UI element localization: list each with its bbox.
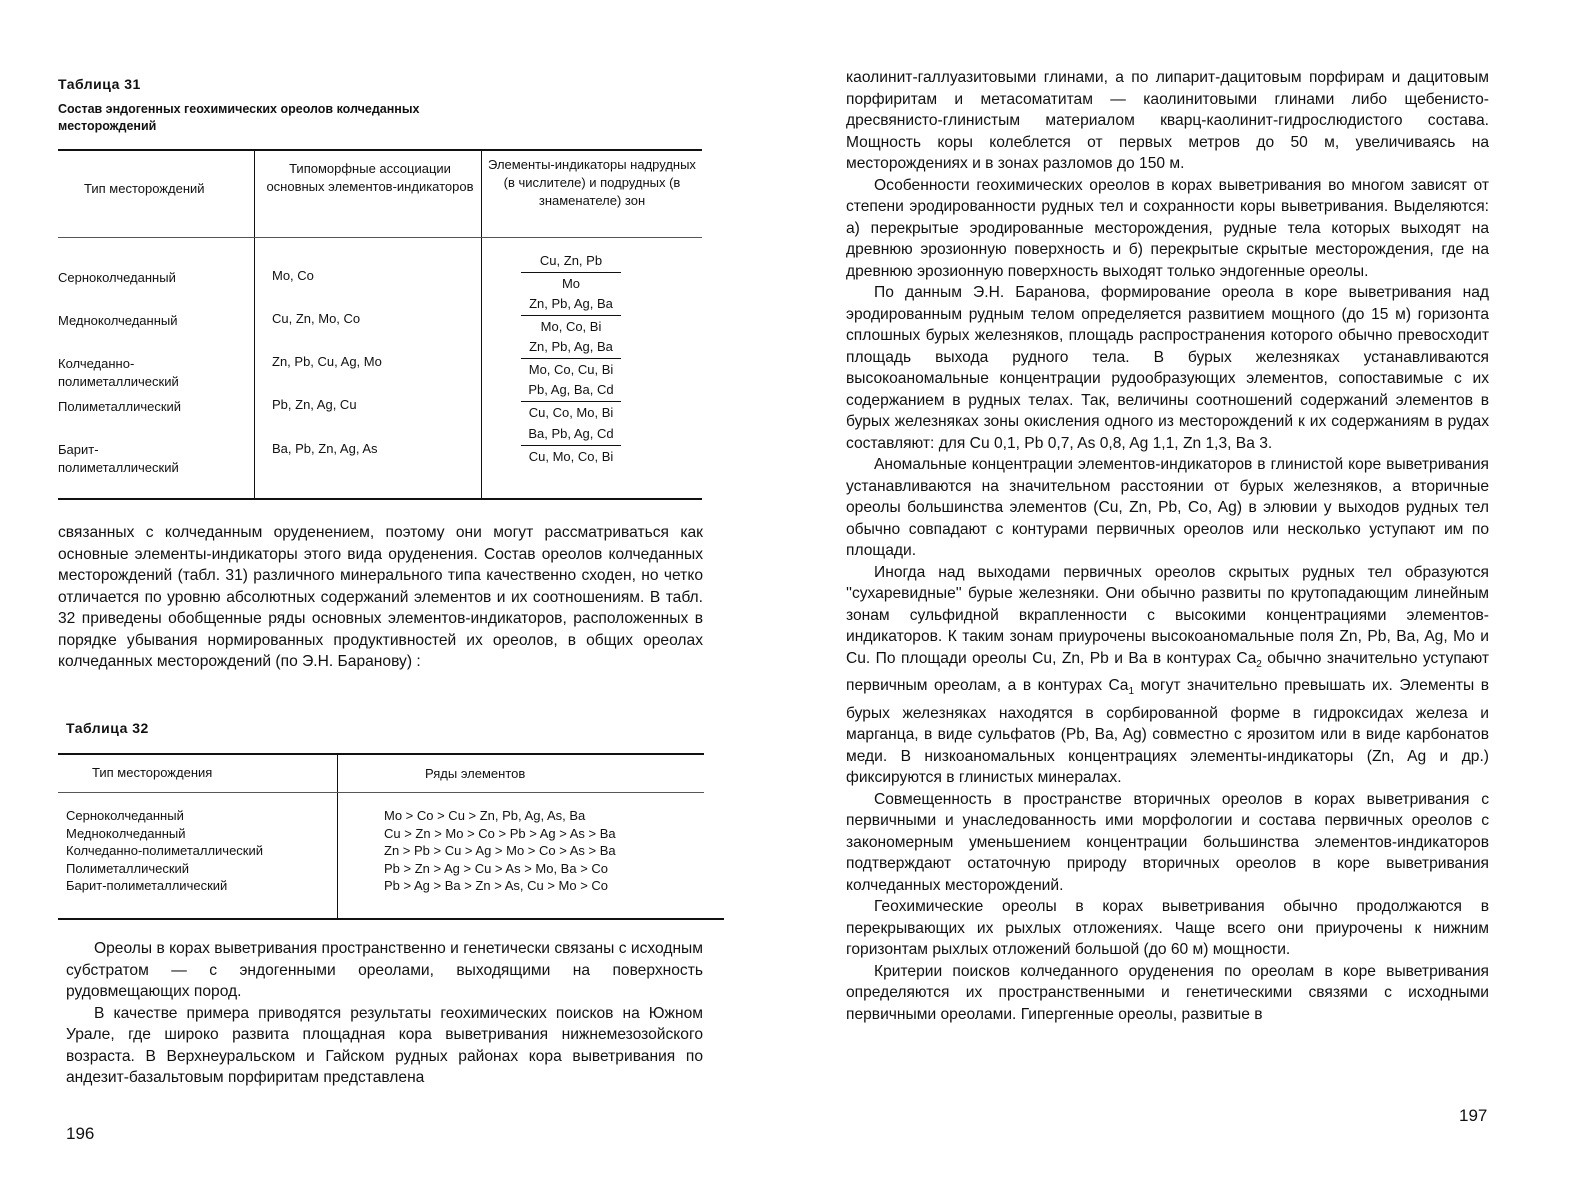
table31-row-assoc: Mo, Co <box>272 268 314 283</box>
body-paragraph <box>66 938 703 1089</box>
table32-caption: Таблица 32 <box>66 720 149 736</box>
paragraph-text: Особенности геохимических ореолов в корах выветривания во многом зависят от степени эродированности рудных тел и сохранности коры выветривания. Выделяются: а) перекрытые эродированные месторождения, рудные тела которых выходят на древнюю эрозионную поверхность и б) перекрытые скрытые месторождения, где на древнюю эрозионную поверхность выходят только эндогенные ореолы. <box>846 176 1489 280</box>
paragraph-text-part: обычно значительно уступают первичным ореолам, а в контурах Ca <box>846 649 1489 695</box>
table32-row-type: Барит-полиметаллический <box>66 878 228 893</box>
right-page <box>792 0 1584 1193</box>
table31-row-assoc: Pb, Zn, Ag, Cu <box>272 397 357 412</box>
table31-denominator: Mo, Co, Cu, Bi <box>528 362 614 377</box>
fraction-bar <box>521 315 621 316</box>
fraction-bar <box>521 401 621 402</box>
paragraph-text: Аномальные концентрации элементов-индикаторов в глинистой коре выветривания устанавливаются на значительном расстоянии от бурых железняков, а вторичные ореолы большинства элементов (Cu, Zn, Pb, Co, Ag) в элювии у выходов рудных тел обычно совпадают с контурами первичных ореолов или несколько уступают им по площади. <box>846 456 1489 559</box>
paragraph-text-part: могут значительно превышать их. Элементы в бурых железняках находятся в сорбированной форме в гидроксидах железа и марганца, в виде сульфатов (Pb, Ba, Ag) совместно с ярозитом или в виде карбонатов меди. В низкоаномальных концентрациях элементы-индикаторы (Zn, Ag и др.) фиксируются в глинистых минералах. <box>846 677 1489 787</box>
paragraph-text: каолинит-галлуазитовыми глинами, а по липарит-дацитовым порфирам и дацитовым порфиритам и метасоматитам — каолинитовыми глинами либо щебенисто-дресвянисто-глинистым материалом кварц-каолинит-гидрослюдистого состава. Мощность коры колеблется от первых метров до 50 м, увеличиваясь на месторождениях и в зонах разломов до 150 м. <box>846 69 1489 172</box>
table31-row-assoc: Ba, Pb, Zn, Ag, As <box>272 441 378 456</box>
table32-row-type: Колчеданно-полиметаллический <box>66 843 264 858</box>
table31-row-type: Колчеданно-полиметаллический <box>58 356 179 389</box>
table31-row-assoc: Zn, Pb, Cu, Ag, Mo <box>272 354 382 369</box>
paragraph-text: Ореолы в корах выветривания пространственно и генетически связаны с исходным субстратом — с эндогенными ореолами, выходящими на поверхность рудовмещающих пород. <box>66 940 703 1000</box>
table31-numerator: Pb, Ag, Ba, Cd <box>528 382 614 397</box>
table32-divider <box>337 753 338 919</box>
table31-row-type: Медноколчеданный <box>58 313 178 328</box>
table31-row-type: Серноколчеданный <box>58 270 176 285</box>
table32-type-list <box>66 807 336 895</box>
table32-row-series: Zn > Pb > Cu > Ag > Mo > Co > As > Ba <box>384 843 616 858</box>
table31-denominator: Mo <box>561 276 581 291</box>
paragraph-text: связанных с колчеданным оруденением, поэтому они могут рассматриваться как основные элементы-индикаторы этого вида оруденения. Состав ореолов колчеданных месторождений (табл. 31) различного минерального типа качественно сходен, но четко отличается по уровню абсолютных содержаний элементов и их соотношениям. В табл. 32 приведены обобщенные ряды основных элементов-индикаторов, расположенных в порядке убывания нормированных продуктивностей их ореолов, в общих ореолах колчеданных месторождений (по Э.Н. Баранову) : <box>58 524 703 670</box>
subscript: 2 <box>1256 658 1262 670</box>
table31-denominator: Cu, Co, Mo, Bi <box>528 405 614 420</box>
table31-numerator: Zn, Pb, Ag, Ba <box>529 339 613 354</box>
table31-row-type: Полиметаллический <box>58 399 182 414</box>
paragraph-text: По данным Э.Н. Баранова, формирование ореола в коре выветривания над эродированным рудным телом определяется развитием мощного (до 15 м) горизонта сплошных бурых железняков, площадь распространения которого обычно превосходит площадь выхода рудного тела. В бурых железняках устанавливаются высокоаномальные концентрации рудообразующих элементов, сопоставимые с их содержанием в рудных телах. Так, величины соотношений содержаний элементов в бурых железняках зоны окисления одного из месторождений к их содержаниям в рудах составляют: для Cu 0,1, Pb 0,7, As 0,8, Ag 1,1, Zn 1,3, Ba 3. <box>846 284 1489 452</box>
table31-numerator: Cu, Zn, Pb <box>539 253 603 268</box>
table31-divider-2 <box>481 149 482 500</box>
table32-row-series: Mo > Co > Cu > Zn, Pb, Ag, As, Ba <box>384 808 586 823</box>
table31-bottom-rule <box>58 498 702 500</box>
table32-row-series: Pb > Zn > Ag > Cu > As > Mo, Ba > Co <box>384 860 609 876</box>
table32-bottom-rule <box>58 918 724 920</box>
table31-header-type: Тип месторождений <box>84 181 205 196</box>
table31-title: Состав эндогенных геохимических ореолов колчеданных месторождений <box>58 102 420 133</box>
table31-row-type: Барит-полиметаллический <box>58 442 179 475</box>
table31-header-rule <box>58 237 702 238</box>
table31-denominator: Mo, Co, Bi <box>540 319 602 334</box>
table32-row-series: Cu > Zn > Mo > Co > Pb > Ag > As > Ba <box>384 825 616 841</box>
paragraph-text-with-subscripts <box>846 562 1489 789</box>
table32-row-type: Серноколчеданный <box>66 808 184 823</box>
page-number-right: 197 <box>1459 1106 1488 1125</box>
paragraph-text-part: Иногда над выходами первичных ореолов скрытых рудных тел образуются ''сухаревидные'' бурые железняки. Они обычно развиты по крутопадающим линейным зонам сульфидной вкрапленности с высокими концентрациями элементов-индикаторов. К таким зонам приурочены высокоаномальные поля Zn, Pb, Ba, Ag, Mo и Cu. По площади ореолы Cu, Zn, Pb и Ba в контурах Ca <box>846 563 1489 667</box>
paragraph-text: Совмещенность в пространстве вторичных ореолов в корах выветривания с первичными и унаследованность ими морфологии и состава первичных ореолов с закономерным уменьшением концентрации большинства элементов-индикаторов подтверждают остаточную природу вторичных ореолов в коре выветривания колчеданных месторождений. <box>846 790 1489 894</box>
body-text-right <box>846 67 1489 1025</box>
table32-row-type: Медноколчеданный <box>66 825 186 841</box>
paragraph-text: Критерии поисков колчеданного оруденения по ореолам в коре выветривания определяются их пространственными и генетическими связями с исходными первичными ореолами. Гипергенные ореолы, развитые в <box>846 962 1489 1023</box>
table31-caption: Таблица 31 <box>58 76 141 92</box>
table31-numerator: Ba, Pb, Ag, Cd <box>528 426 614 441</box>
table31-header-assoc: Типоморфные ассоциации основных элементов-индикаторов <box>266 161 474 194</box>
table31-row-assoc: Cu, Zn, Mo, Co <box>272 311 361 326</box>
table32-series-list <box>384 807 714 895</box>
table32-header-rule <box>58 792 704 793</box>
fraction-bar <box>521 272 621 273</box>
table32-header-series: Ряды элементов <box>425 766 526 781</box>
table32-top-rule <box>58 753 704 755</box>
table31-numerator: Zn, Pb, Ag, Ba <box>529 296 613 311</box>
fraction-bar <box>521 445 621 446</box>
table32-row-type: Полиметаллический <box>66 860 190 876</box>
table31-denominator: Cu, Mo, Co, Bi <box>528 449 614 464</box>
paragraph-text: В качестве примера приводятся результаты геохимических поисков на Южном Урале, где широко развита площадная кора выветривания нижнемезозойского возраста. В Верхнеуральском и Гайском рудных районах кора выветривания по андезит-базальтовым порфиритам представлена <box>66 1004 703 1086</box>
fraction-bar <box>521 358 621 359</box>
table31-divider-1 <box>254 149 255 500</box>
table31-header-indicators: Элементы-индикаторы надрудных (в числителе) и подрудных (в знаменателе) зон <box>488 157 696 208</box>
table32-row-series: Pb > Ag > Ba > Zn > As, Cu > Mo > Co <box>384 878 609 893</box>
subscript: 1 <box>1128 686 1134 698</box>
page-number-left: 196 <box>66 1124 95 1143</box>
table31-top-rule <box>58 149 702 151</box>
paragraph-text: Геохимические ореолы в корах выветривания обычно продолжаются в перекрывающих их рыхлых отложениях. Чаще всего они приурочены к нижним горизонтам рыхлых отложений большой (до 60 м) мощности. <box>846 898 1489 959</box>
body-paragraph <box>58 522 703 673</box>
table32-header-type: Тип месторождения <box>92 765 213 780</box>
